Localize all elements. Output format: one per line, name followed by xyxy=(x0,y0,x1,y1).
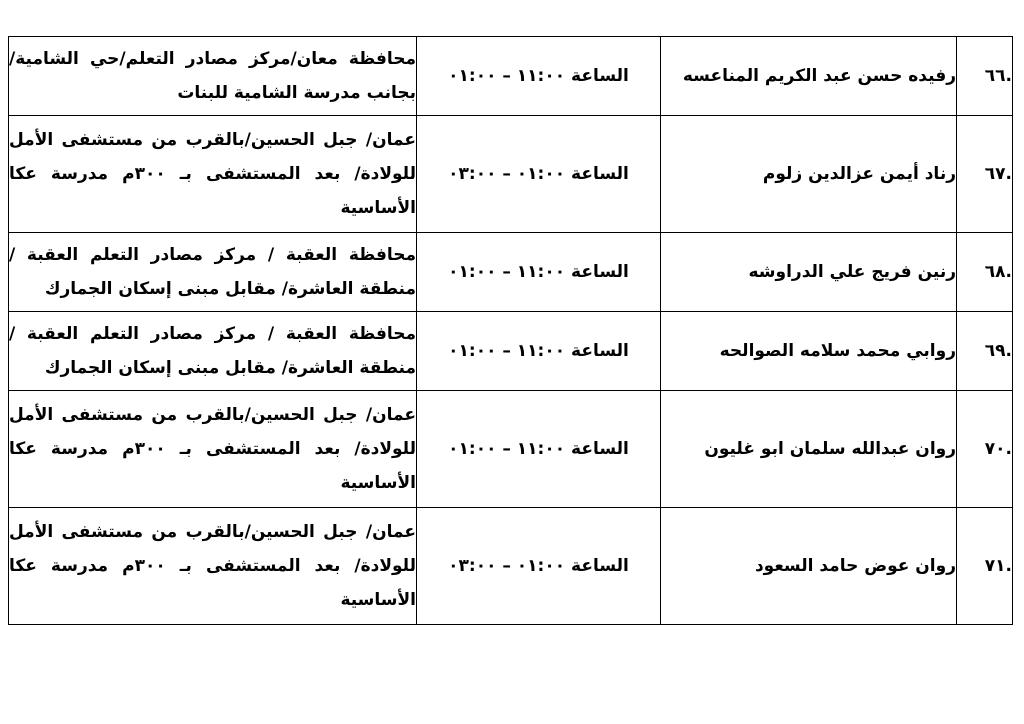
table-row xyxy=(9,37,1013,116)
exam-location: عمان/ جبل الحسين/بالقرب من مستشفى الأمل للولادة/ بعد المستشفى بـ ٣٠٠م مدرسة عكا الأساسية xyxy=(9,508,417,625)
row-number: .٦٧ xyxy=(957,116,1013,233)
table-row xyxy=(9,116,1013,233)
row-number: .٦٨ xyxy=(957,233,1013,312)
row-number: .٦٦ xyxy=(957,37,1013,116)
exam-time: الساعة ١١:٠٠ – ٠١:٠٠ xyxy=(417,391,661,508)
table-row xyxy=(9,391,1013,508)
table-row xyxy=(9,233,1013,312)
exam-location: محافظة معان/مركز مصادر التعلم/حي الشامية/ بجانب مدرسة الشامية للبنات xyxy=(9,37,417,116)
student-name: روان عبدالله سلمان ابو غليون xyxy=(661,391,957,508)
exam-location: عمان/ جبل الحسين/بالقرب من مستشفى الأمل للولادة/ بعد المستشفى بـ ٣٠٠م مدرسة عكا الأساسية xyxy=(9,116,417,233)
exam-time: الساعة ٠١:٠٠ – ٠٣:٠٠ xyxy=(417,116,661,233)
row-number: .٧١ xyxy=(957,508,1013,625)
table-row xyxy=(9,508,1013,625)
row-number: .٧٠ xyxy=(957,391,1013,508)
table-row xyxy=(9,312,1013,391)
exam-location: عمان/ جبل الحسين/بالقرب من مستشفى الأمل للولادة/ بعد المستشفى بـ ٣٠٠م مدرسة عكا الأساسية xyxy=(9,391,417,508)
student-name: رفيده حسن عبد الكريم المناعسه xyxy=(661,37,957,116)
exam-time: الساعة ٠١:٠٠ – ٠٣:٠٠ xyxy=(417,508,661,625)
student-name: روان عوض حامد السعود xyxy=(661,508,957,625)
row-number: .٦٩ xyxy=(957,312,1013,391)
exam-time: الساعة ١١:٠٠ – ٠١:٠٠ xyxy=(417,233,661,312)
student-name: روابي محمد سلامه الصوالحه xyxy=(661,312,957,391)
exam-location: محافظة العقبة / مركز مصادر التعلم العقبة / منطقة العاشرة/ مقابل مبنى إسكان الجمارك xyxy=(9,312,417,391)
student-name: رنين فريج علي الدراوشه xyxy=(661,233,957,312)
exam-time: الساعة ١١:٠٠ – ٠١:٠٠ xyxy=(417,312,661,391)
student-name: رناد أيمن عزالدين زلوم xyxy=(661,116,957,233)
exam-time: الساعة ١١:٠٠ – ٠١:٠٠ xyxy=(417,37,661,116)
exam-location: محافظة العقبة / مركز مصادر التعلم العقبة / منطقة العاشرة/ مقابل مبنى إسكان الجمارك xyxy=(9,233,417,312)
schedule-table xyxy=(8,36,1013,625)
